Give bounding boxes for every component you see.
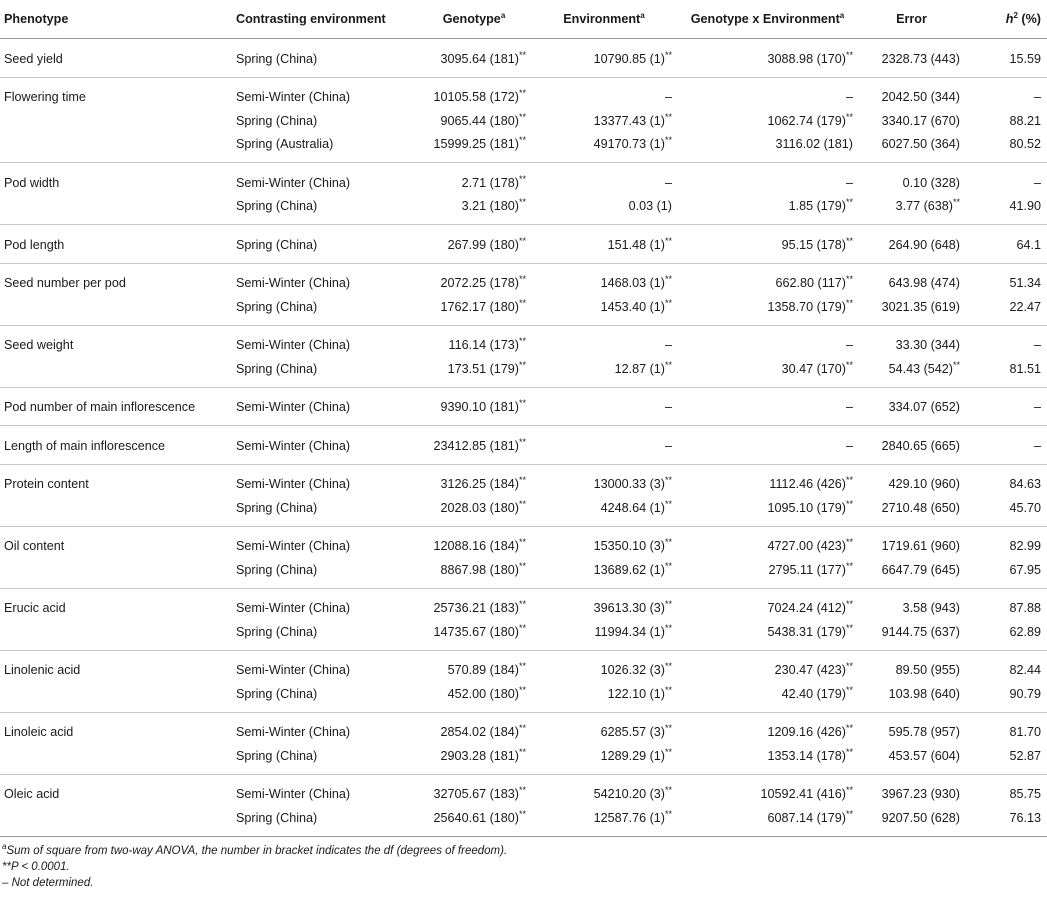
cell-environment: Semi-Winter (China)	[236, 787, 351, 802]
cell-heritability: 90.79	[966, 682, 1047, 712]
cell-genotype-x-environment: 10592.41 (416)**	[760, 785, 853, 802]
cell-genotype: 23412.85 (181)**	[418, 426, 532, 465]
cell-heritability: 84.63	[1009, 477, 1041, 492]
significance-marker: **	[952, 197, 960, 208]
cell-environment: Spring (China)	[232, 620, 418, 650]
significance-marker: **	[845, 297, 853, 308]
cell-environment-ss: 10790.85 (1)**	[532, 39, 678, 78]
table-row	[0, 387, 1047, 426]
significance-marker: **	[664, 684, 672, 695]
table-row	[0, 620, 1047, 650]
header-contrasting-environment: Contrasting environment	[232, 0, 418, 39]
significance-marker: **	[664, 622, 672, 633]
cell-heritability: 41.90	[966, 195, 1047, 225]
header-error: Error	[859, 0, 966, 39]
cell-phenotype	[0, 109, 232, 133]
significance-marker: **	[664, 599, 672, 610]
cell-environment-ss: 4248.64 (1)**	[532, 496, 678, 526]
significance-marker: **	[664, 49, 672, 60]
table-row	[0, 588, 1047, 620]
table-row	[0, 712, 1047, 744]
cell-genotype: 32705.67 (183)**	[433, 785, 526, 802]
cell-genotype: 25736.21 (183)**	[433, 599, 526, 616]
phenotype-group	[0, 426, 1047, 465]
cell-environment-ss: 11994.34 (1)**	[532, 620, 678, 650]
cell-genotype-x-environment: 1062.74 (179)**	[767, 111, 853, 128]
cell-environment: Semi-Winter (China)	[236, 276, 351, 291]
cell-genotype-x-environment: 2795.11 (177)**	[678, 558, 859, 588]
cell-genotype-x-environment: 42.40 (179)**	[678, 682, 859, 712]
cell-phenotype: Erucic acid	[4, 601, 66, 616]
phenotype-group	[0, 263, 1047, 325]
cell-phenotype	[0, 295, 232, 325]
significance-marker: **	[664, 135, 672, 146]
phenotype-group	[0, 650, 1047, 712]
cell-genotype: 2854.02 (184)**	[440, 723, 526, 740]
cell-environment: Spring (China)	[232, 39, 418, 78]
cell-environment-ss: 122.10 (1)**	[532, 682, 678, 712]
cell-genotype: 3095.64 (181)**	[418, 39, 532, 78]
cell-heritability: 81.51	[966, 357, 1047, 387]
cell-heritability: 67.95	[966, 558, 1047, 588]
cell-environment-ss: 151.48 (1)**	[532, 225, 678, 264]
significance-marker: **	[664, 560, 672, 571]
cell-heritability: 81.70	[1009, 725, 1041, 740]
table-footnotes	[2, 843, 1016, 891]
cell-heritability: –	[966, 426, 1047, 465]
cell-genotype-x-environment: 3088.98 (170)**	[678, 39, 859, 78]
phenotype-group	[0, 526, 1047, 588]
cell-environment: Spring (China)	[232, 558, 418, 588]
cell-heritability: 22.47	[966, 295, 1047, 325]
cell-phenotype: Oil content	[4, 539, 65, 554]
significance-marker: **	[518, 599, 526, 610]
significance-marker: **	[845, 359, 853, 370]
cell-genotype-x-environment: 1353.14 (178)**	[678, 744, 859, 774]
cell-heritability: 52.87	[966, 744, 1047, 774]
cell-environment: Semi-Winter (China)	[236, 175, 351, 190]
cell-environment-ss: 13689.62 (1)**	[532, 558, 678, 588]
cell-heritability: 51.34	[1009, 276, 1041, 291]
significance-marker: **	[664, 297, 672, 308]
cell-heritability: –	[1033, 90, 1041, 105]
cell-genotype: 15999.25 (181)**	[418, 133, 532, 163]
cell-genotype: 9065.44 (180)**	[440, 111, 526, 128]
table-row	[0, 195, 1047, 225]
significance-marker: **	[664, 661, 672, 672]
significance-marker: **	[664, 498, 672, 509]
cell-environment-ss: 12.87 (1)**	[532, 357, 678, 387]
cell-phenotype	[0, 558, 232, 588]
cell-environment: Spring (China)	[232, 682, 418, 712]
significance-marker: **	[518, 560, 526, 571]
significance-marker: **	[664, 723, 672, 734]
significance-marker: **	[845, 274, 853, 285]
phenotype-group	[0, 39, 1047, 78]
cell-environment: Semi-Winter (China)	[236, 663, 351, 678]
cell-genotype: 10105.58 (172)**	[433, 88, 526, 105]
cell-error: 2710.48 (650)	[859, 496, 966, 526]
phenotype-group	[0, 77, 1047, 163]
cell-genotype: 173.51 (179)**	[418, 357, 532, 387]
cell-genotype: 2028.03 (180)**	[418, 496, 532, 526]
table-row	[0, 426, 1047, 465]
phenotype-group	[0, 225, 1047, 264]
cell-genotype: 25640.61 (180)**	[418, 806, 532, 836]
cell-error: 6027.50 (364)	[859, 133, 966, 163]
cell-genotype-x-environment: 3116.02 (181)	[678, 133, 859, 163]
significance-marker: **	[518, 111, 526, 122]
significance-marker: **	[518, 235, 526, 246]
cell-heritability: 88.21	[1009, 113, 1041, 128]
cell-genotype-x-environment: 230.47 (423)**	[774, 661, 853, 678]
cell-environment-ss: –	[664, 175, 672, 190]
cell-environment-ss: 39613.30 (3)**	[593, 599, 672, 616]
table-row	[0, 263, 1047, 295]
table-row	[0, 806, 1047, 836]
significance-marker: **	[664, 746, 672, 757]
significance-marker: **	[518, 746, 526, 757]
cell-error: 3.77 (638)**	[859, 195, 966, 225]
cell-error: 9144.75 (637)	[859, 620, 966, 650]
cell-environment: Semi-Winter (China)	[236, 477, 351, 492]
cell-genotype: 3.21 (180)**	[418, 195, 532, 225]
significance-marker: **	[845, 746, 853, 757]
significance-marker: **	[845, 599, 853, 610]
table-row	[0, 225, 1047, 264]
cell-phenotype: Pod length	[0, 225, 232, 264]
table-row	[0, 357, 1047, 387]
table-row	[0, 295, 1047, 325]
phenotype-group	[0, 464, 1047, 526]
cell-phenotype: Length of main inflorescence	[0, 426, 232, 465]
cell-environment-ss: 0.03 (1)	[532, 195, 678, 225]
cell-environment-ss: 13377.43 (1)**	[593, 111, 672, 128]
cell-phenotype	[0, 744, 232, 774]
cell-genotype: 8867.98 (180)**	[418, 558, 532, 588]
significance-marker: **	[845, 475, 853, 486]
significance-marker: **	[845, 49, 853, 60]
cell-error: 0.10 (328)	[902, 175, 960, 190]
cell-error: 3021.35 (619)	[859, 295, 966, 325]
header-environment: Environment$^a$	[532, 0, 678, 39]
table-row	[0, 682, 1047, 712]
phenotype-group	[0, 163, 1047, 225]
cell-genotype-x-environment: 1209.16 (426)**	[767, 723, 853, 740]
significance-marker: **	[518, 49, 526, 60]
significance-marker: **	[664, 111, 672, 122]
cell-phenotype: Seed number per pod	[4, 276, 126, 291]
cell-environment-ss: –	[532, 387, 678, 426]
cell-error: 9207.50 (628)	[859, 806, 966, 836]
significance-marker: **	[845, 723, 853, 734]
cell-phenotype	[0, 133, 232, 163]
cell-phenotype: Pod width	[4, 175, 60, 190]
cell-environment: Semi-Winter (China)	[236, 90, 351, 105]
cell-error: 429.10 (960)	[888, 477, 960, 492]
cell-genotype-x-environment: –	[678, 426, 859, 465]
significance-marker: **	[845, 560, 853, 571]
cell-error: 595.78 (957)	[888, 725, 960, 740]
header-row	[0, 0, 1047, 39]
cell-genotype-x-environment: 30.47 (170)**	[678, 357, 859, 387]
cell-heritability: 85.75	[1009, 787, 1041, 802]
cell-heritability: 45.70	[966, 496, 1047, 526]
cell-error: 89.50 (955)	[895, 663, 960, 678]
cell-genotype: 2072.25 (178)**	[440, 274, 526, 291]
cell-error: 103.98 (640)	[859, 682, 966, 712]
significance-marker: **	[518, 398, 526, 409]
cell-heritability: 15.59	[966, 39, 1047, 78]
table-row	[0, 109, 1047, 133]
footnote-not-determined: – Not determined.	[2, 876, 94, 889]
cell-error: 264.90 (648)	[859, 225, 966, 264]
table-row	[0, 526, 1047, 558]
cell-environment: Semi-Winter (China)	[232, 426, 418, 465]
significance-marker: **	[845, 498, 853, 509]
phenotype-group	[0, 387, 1047, 426]
cell-phenotype: Seed yield	[0, 39, 232, 78]
header-heritability: $h^2$ (%)	[966, 0, 1047, 39]
significance-marker: **	[845, 235, 853, 246]
cell-environment-ss: 1026.32 (3)**	[600, 661, 672, 678]
cell-genotype: 570.89 (184)**	[447, 661, 526, 678]
significance-marker: **	[664, 808, 672, 819]
table-row	[0, 650, 1047, 682]
cell-phenotype	[0, 496, 232, 526]
cell-phenotype: Flowering time	[4, 90, 86, 105]
cell-phenotype	[0, 357, 232, 387]
cell-genotype: 267.99 (180)**	[418, 225, 532, 264]
significance-marker: **	[518, 785, 526, 796]
significance-marker: **	[518, 274, 526, 285]
cell-error: 6647.79 (645)	[859, 558, 966, 588]
cell-genotype-x-environment: 1095.10 (179)**	[678, 496, 859, 526]
significance-marker: **	[518, 475, 526, 486]
cell-heritability: 62.89	[966, 620, 1047, 650]
cell-phenotype	[0, 806, 232, 836]
cell-genotype: 9390.10 (181)**	[418, 387, 532, 426]
table-row	[0, 744, 1047, 774]
table-row	[0, 558, 1047, 588]
cell-environment: Spring (China)	[232, 295, 418, 325]
cell-error: 453.57 (604)	[859, 744, 966, 774]
significance-marker: **	[518, 297, 526, 308]
significance-marker: **	[664, 475, 672, 486]
cell-environment: Spring (China)	[232, 744, 418, 774]
significance-marker: **	[664, 274, 672, 285]
cell-phenotype: Oleic acid	[4, 787, 60, 802]
table-row	[0, 163, 1047, 195]
cell-environment-ss: –	[664, 90, 672, 105]
cell-genotype: 2903.28 (181)**	[418, 744, 532, 774]
cell-phenotype: Linoleic acid	[4, 725, 74, 740]
cell-heritability: –	[1033, 338, 1041, 353]
significance-marker: **	[845, 622, 853, 633]
cell-environment-ss: –	[664, 338, 672, 353]
significance-marker: **	[952, 359, 960, 370]
cell-environment: Spring (China)	[236, 113, 318, 128]
significance-marker: **	[845, 661, 853, 672]
cell-environment: Semi-Winter (China)	[236, 601, 351, 616]
cell-genotype: 1762.17 (180)**	[418, 295, 532, 325]
table-row	[0, 464, 1047, 496]
cell-environment-ss: 1289.29 (1)**	[532, 744, 678, 774]
phenotype-group	[0, 588, 1047, 650]
cell-genotype: 12088.16 (184)**	[433, 537, 526, 554]
significance-marker: **	[845, 111, 853, 122]
significance-marker: **	[845, 537, 853, 548]
table-row	[0, 496, 1047, 526]
cell-genotype-x-environment: –	[845, 338, 853, 353]
cell-environment: Semi-Winter (China)	[236, 338, 351, 353]
cell-error: 2328.73 (443)	[859, 39, 966, 78]
cell-genotype: 452.00 (180)**	[418, 682, 532, 712]
cell-heritability: –	[1033, 175, 1041, 190]
cell-environment: Spring (China)	[232, 496, 418, 526]
cell-error: 2840.65 (665)	[859, 426, 966, 465]
cell-error: 334.07 (652)	[859, 387, 966, 426]
significance-marker: **	[518, 173, 526, 184]
cell-heritability: 87.88	[1009, 601, 1041, 616]
cell-phenotype: Seed weight	[4, 338, 74, 353]
cell-environment: Semi-Winter (China)	[232, 387, 418, 426]
cell-environment-ss: 1468.03 (1)**	[600, 274, 672, 291]
cell-phenotype: Protein content	[4, 477, 89, 492]
significance-marker: **	[664, 785, 672, 796]
cell-error: 54.43 (542)**	[859, 357, 966, 387]
cell-error: 3.58 (943)	[902, 601, 960, 616]
cell-heritability: 64.1	[966, 225, 1047, 264]
phenotype-group	[0, 325, 1047, 387]
cell-environment-ss: 12587.76 (1)**	[532, 806, 678, 836]
cell-environment: Spring (Australia)	[232, 133, 418, 163]
cell-genotype-x-environment: 1.85 (179)**	[678, 195, 859, 225]
significance-marker: **	[845, 808, 853, 819]
table-row	[0, 774, 1047, 806]
significance-marker: **	[518, 135, 526, 146]
cell-genotype-x-environment: –	[678, 387, 859, 426]
significance-marker: **	[518, 88, 526, 99]
significance-marker: **	[518, 498, 526, 509]
cell-environment: Spring (China)	[232, 195, 418, 225]
cell-genotype-x-environment: 4727.00 (423)**	[767, 537, 853, 554]
significance-marker: **	[518, 359, 526, 370]
footnote-a: $^a$Sum of square from two-way ANOVA, the number in bracket indicates the df (degrees of freedom).	[2, 841, 508, 857]
significance-marker: **	[518, 684, 526, 695]
cell-environment-ss: 54210.20 (3)**	[593, 785, 672, 802]
phenotype-group	[0, 712, 1047, 774]
cell-error: 3967.23 (930)	[881, 787, 960, 802]
cell-phenotype	[0, 195, 232, 225]
cell-environment-ss: 49170.73 (1)**	[532, 133, 678, 163]
cell-genotype: 14735.67 (180)**	[418, 620, 532, 650]
cell-genotype-x-environment: 95.15 (178)**	[678, 225, 859, 264]
header-genotype: Genotype$^a$	[418, 0, 532, 39]
significance-marker: **	[518, 808, 526, 819]
significance-marker: **	[518, 622, 526, 633]
significance-marker: **	[664, 359, 672, 370]
significance-marker: **	[664, 235, 672, 246]
cell-heritability: 80.52	[966, 133, 1047, 163]
cell-heritability: 82.99	[1009, 539, 1041, 554]
footnote-p-value: **P < 0.0001.	[2, 860, 70, 873]
header-genotype-x-environment: Genotype x Environment$^a$	[678, 0, 859, 39]
significance-marker: **	[518, 723, 526, 734]
cell-phenotype: Linolenic acid	[4, 663, 81, 678]
cell-error: 33.30 (344)	[895, 338, 960, 353]
cell-error: 3340.17 (670)	[881, 113, 960, 128]
significance-marker: **	[845, 684, 853, 695]
significance-marker: **	[664, 537, 672, 548]
cell-heritability: –	[966, 387, 1047, 426]
cell-genotype-x-environment: 1112.46 (426)**	[769, 475, 853, 492]
cell-heritability: 76.13	[966, 806, 1047, 836]
cell-environment-ss: 1453.40 (1)**	[532, 295, 678, 325]
cell-genotype: 2.71 (178)**	[461, 173, 526, 190]
cell-genotype-x-environment: 7024.24 (412)**	[767, 599, 853, 616]
cell-genotype-x-environment: 6087.14 (179)**	[678, 806, 859, 836]
cell-environment-ss: –	[532, 426, 678, 465]
cell-phenotype: Pod number of main inflorescence	[0, 387, 232, 426]
cell-error: 1719.61 (960)	[881, 539, 960, 554]
table-row	[0, 325, 1047, 357]
cell-genotype: 3126.25 (184)**	[440, 475, 526, 492]
cell-genotype-x-environment: 5438.31 (179)**	[678, 620, 859, 650]
table-row	[0, 39, 1047, 78]
cell-phenotype	[0, 620, 232, 650]
cell-genotype-x-environment: 1358.70 (179)**	[678, 295, 859, 325]
table-row	[0, 133, 1047, 163]
cell-genotype-x-environment: –	[845, 175, 853, 190]
significance-marker: **	[518, 661, 526, 672]
cell-environment-ss: 6285.57 (3)**	[600, 723, 672, 740]
cell-error: 2042.50 (344)	[881, 90, 960, 105]
header-phenotype: Phenotype	[0, 0, 232, 39]
cell-environment: Spring (China)	[232, 225, 418, 264]
phenotype-group	[0, 774, 1047, 836]
cell-environment-ss: 13000.33 (3)**	[593, 475, 672, 492]
significance-marker: **	[518, 197, 526, 208]
significance-marker: **	[518, 336, 526, 347]
cell-phenotype	[0, 682, 232, 712]
cell-environment: Spring (China)	[232, 806, 418, 836]
cell-environment-ss: 15350.10 (3)**	[593, 537, 672, 554]
cell-environment: Spring (China)	[232, 357, 418, 387]
significance-marker: **	[845, 785, 853, 796]
cell-genotype: 116.14 (173)**	[448, 336, 526, 353]
significance-marker: **	[518, 537, 526, 548]
cell-genotype-x-environment: 662.80 (117)**	[775, 274, 853, 291]
cell-error: 643.98 (474)	[888, 276, 960, 291]
cell-environment: Semi-Winter (China)	[236, 539, 351, 554]
cell-genotype-x-environment: –	[845, 90, 853, 105]
table-row	[0, 77, 1047, 109]
cell-environment: Semi-Winter (China)	[236, 725, 351, 740]
cell-heritability: 82.44	[1009, 663, 1041, 678]
significance-marker: **	[518, 436, 526, 447]
significance-marker: **	[845, 197, 853, 208]
